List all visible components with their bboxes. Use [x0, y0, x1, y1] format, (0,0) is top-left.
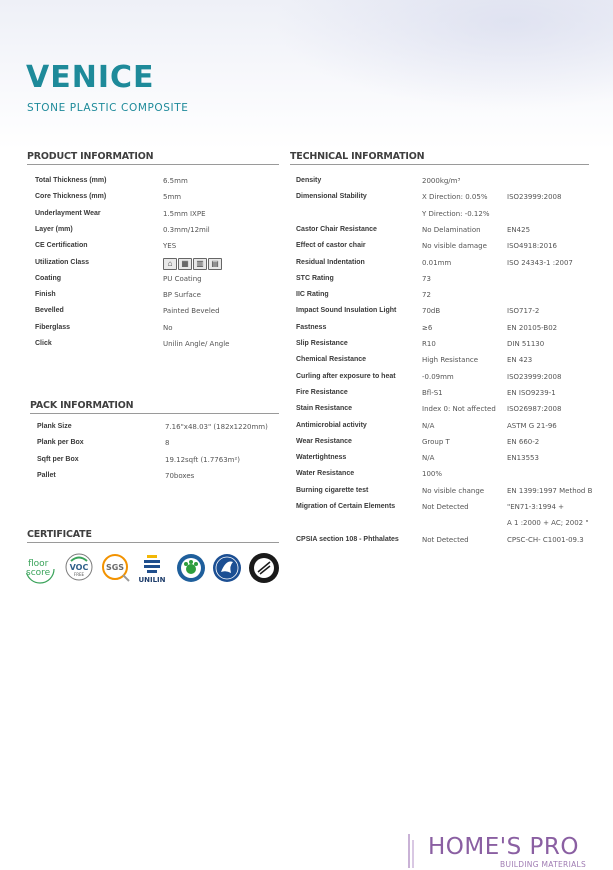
- table-row: [35, 273, 280, 285]
- row-label: Coating: [35, 274, 62, 282]
- row-value: 6.5mm: [163, 177, 188, 185]
- row-label: Water Resistance: [296, 470, 355, 478]
- table-row: [296, 240, 596, 252]
- table-row: [35, 289, 280, 301]
- sgs-text: SGS: [105, 563, 125, 572]
- row-standard: ISO717-2: [507, 307, 540, 316]
- certificate-logos: [25, 552, 285, 586]
- table-row: [35, 208, 280, 220]
- table-row: [35, 257, 280, 269]
- row-standard: A 1 :2000 + AC; 2002 ": [507, 519, 589, 528]
- table-row: [296, 403, 596, 415]
- row-value: 2000kg/m³: [422, 177, 461, 185]
- row-label: Fiberglass: [35, 323, 71, 331]
- leaf-cert-logo: [176, 553, 206, 588]
- utilization-class-icons: [163, 258, 222, 270]
- technical-info-heading: TECHNICAL INFORMATION: [290, 151, 589, 165]
- table-row: [296, 208, 596, 220]
- row-standard: EN 423: [507, 356, 533, 365]
- row-standard: EN ISO9239-1: [507, 388, 556, 397]
- row-standard: EN13553: [507, 454, 539, 463]
- row-value: 0.01mm: [422, 258, 452, 267]
- certificate-heading: CERTIFICATE: [27, 529, 279, 543]
- industrial-icon: ▤: [208, 258, 222, 270]
- row-value: Not Detected: [422, 535, 469, 544]
- row-label: CE Certification: [35, 242, 88, 250]
- table-row: [296, 371, 596, 383]
- row-label: Density: [296, 177, 322, 184]
- blue-cert-logo: [212, 553, 242, 588]
- row-label: Watertightness: [296, 454, 347, 462]
- row-value: 0.3mm/12mil: [163, 225, 210, 234]
- row-value: 19.12sqft (1.7763m²): [165, 455, 241, 464]
- row-value: Unilin Angle/ Angle: [163, 340, 230, 348]
- table-row: [296, 191, 596, 203]
- row-value: No: [163, 323, 173, 332]
- brand-logo: [428, 834, 608, 868]
- row-label: Effect of castor chair: [296, 242, 366, 250]
- row-value: Group T: [422, 437, 450, 446]
- row-label: Total Thickness (mm): [35, 177, 107, 184]
- row-label: Slip Resistance: [296, 340, 348, 347]
- table-row: [296, 485, 596, 497]
- row-value: PU Coating: [163, 274, 202, 283]
- table-row: [296, 175, 596, 187]
- row-label: Click: [35, 340, 52, 347]
- row-label: Chemical Resistance: [296, 356, 367, 364]
- row-label: Bevelled: [35, 307, 64, 315]
- row-standard: ISO23999:2008: [507, 372, 562, 381]
- row-standard: ISO26987:2008: [507, 405, 562, 414]
- row-value: Bfl-S1: [422, 388, 443, 397]
- table-row: [296, 289, 596, 301]
- brand-tagline: BUILDING MATERIALS: [500, 860, 587, 869]
- table-row: [296, 354, 596, 366]
- row-standard: "EN71-3:1994 +: [507, 503, 565, 511]
- row-value: X Direction: 0.05%: [422, 193, 488, 202]
- row-label: CPSIA section 108 - Phthalates: [296, 535, 399, 543]
- row-label: Underlayment Wear: [35, 209, 101, 217]
- table-row: [35, 224, 280, 236]
- table-row: [296, 273, 596, 285]
- table-row: [296, 322, 596, 334]
- row-value: No Delamination: [422, 225, 481, 234]
- row-value: 1.5mm IXPE: [163, 209, 206, 218]
- unilin-logo: [135, 552, 169, 589]
- row-label: Fastness: [296, 323, 327, 331]
- table-row: [35, 191, 280, 203]
- row-label: Residual Indentation: [296, 258, 365, 266]
- pack-info-heading: PACK INFORMATION: [30, 400, 279, 414]
- table-row: [37, 470, 282, 482]
- row-label: STC Rating: [296, 274, 334, 282]
- row-value: BP Surface: [163, 291, 201, 300]
- table-row: [37, 454, 282, 466]
- voc-text: VOC: [69, 563, 89, 572]
- row-value: Painted Beveled: [163, 307, 220, 316]
- row-label: Castor Chair Resistance: [296, 225, 377, 233]
- row-label: Sqft per Box: [37, 455, 79, 463]
- row-value: No visible change: [422, 486, 485, 495]
- table-row: [296, 436, 596, 448]
- row-value: 7.16"x48.03" (182x1220mm): [165, 423, 268, 431]
- row-label: Utilization Class: [35, 258, 90, 266]
- row-value: R10: [422, 340, 436, 348]
- row-standard: CPSC-CH- C1001-09.3: [507, 535, 584, 544]
- row-value: 73: [422, 274, 431, 283]
- row-label: Impact Sound Insulation Light: [296, 307, 397, 315]
- row-value: Index 0: Not affected: [422, 405, 496, 414]
- row-label: Stain Resistance: [296, 405, 353, 413]
- row-standard: ISO 24343-1 :2007: [507, 258, 573, 267]
- floorscore-text-2: score: [26, 568, 51, 578]
- row-value: 5mm: [163, 193, 182, 202]
- table-row: [35, 305, 280, 317]
- page-subtitle: STONE PLASTIC COMPOSITE: [27, 102, 189, 114]
- table-row: [296, 517, 596, 529]
- table-row: [296, 224, 596, 236]
- voc-free-logo: [65, 552, 93, 587]
- row-label: Plank Size: [37, 423, 72, 430]
- brand-divider: [408, 834, 410, 868]
- table-row: [35, 175, 280, 187]
- row-label: Curling after exposure to heat: [296, 372, 396, 380]
- floorscore-logo: [25, 553, 55, 585]
- row-label: Wear Resistance: [296, 437, 352, 445]
- table-row: [296, 468, 596, 480]
- row-value: -0.09mm: [422, 372, 454, 381]
- voc-subtext: FREE: [73, 572, 85, 577]
- product-info-heading: PRODUCT INFORMATION: [27, 151, 279, 165]
- row-label: IIC Rating: [296, 291, 329, 299]
- row-value: N/A: [422, 454, 435, 463]
- table-row: [296, 420, 596, 432]
- row-label: Migration of Certain Elements: [296, 503, 396, 510]
- row-label: Dimensional Stability: [296, 193, 367, 201]
- table-row: [35, 322, 280, 334]
- row-standard: EN 1399:1997 Method B: [507, 486, 593, 495]
- row-value: ≥6: [422, 323, 433, 332]
- home-icon: ⌂: [163, 258, 177, 270]
- row-standard: EN 20105-B02: [507, 323, 558, 332]
- table-row: [296, 305, 596, 317]
- row-standard: EN425: [507, 225, 531, 234]
- sgs-logo: [101, 553, 131, 588]
- row-value: N/A: [422, 421, 435, 430]
- table-row: [296, 501, 596, 513]
- row-value: No visible damage: [422, 242, 487, 251]
- row-standard: ISO4918:2016: [507, 242, 558, 251]
- table-row: [296, 452, 596, 464]
- brand-divider-2: [412, 840, 414, 868]
- row-value: YES: [163, 242, 177, 251]
- table-row: [35, 338, 280, 350]
- row-label: Core Thickness (mm): [35, 193, 107, 201]
- row-value: 8: [165, 439, 170, 448]
- brand-name: HOME'S PRO: [428, 834, 579, 860]
- row-label: Layer (mm): [35, 225, 73, 233]
- row-standard: DIN 51130: [507, 340, 545, 348]
- row-standard: ASTM G 21-96: [507, 421, 557, 430]
- table-row: [296, 534, 596, 546]
- row-label: Burning cigarette test: [296, 486, 369, 494]
- row-standard: EN 660-2: [507, 437, 540, 446]
- row-value: 100%: [422, 470, 443, 479]
- row-label: Fire Resistance: [296, 388, 348, 396]
- table-row: [35, 240, 280, 252]
- row-label: Antimicrobial activity: [296, 421, 367, 429]
- table-row: [296, 338, 596, 350]
- scratch-resistant-logo: [248, 552, 280, 589]
- table-row: [37, 437, 282, 449]
- row-label: Plank per Box: [37, 439, 84, 447]
- row-value: Not Detected: [422, 503, 469, 511]
- table-row: [296, 257, 596, 269]
- table-row: [37, 421, 282, 433]
- table-row: [296, 387, 596, 399]
- row-value: 70boxes: [165, 471, 195, 480]
- page-title: VENICE: [26, 60, 155, 95]
- unilin-text: UNILIN: [138, 576, 166, 584]
- commercial-icon: ▥: [193, 258, 207, 270]
- row-label: Finish: [35, 291, 56, 299]
- row-value: High Resistance: [422, 356, 479, 365]
- row-value: 72: [422, 291, 431, 300]
- row-label: Pallet: [37, 471, 56, 479]
- row-standard: ISO23999:2008: [507, 193, 562, 202]
- row-value: 70dB: [422, 307, 441, 316]
- row-value: Y Direction: -0.12%: [422, 209, 490, 218]
- office-icon: ▦: [178, 258, 192, 270]
- floorscore-text-1: floor: [28, 559, 49, 569]
